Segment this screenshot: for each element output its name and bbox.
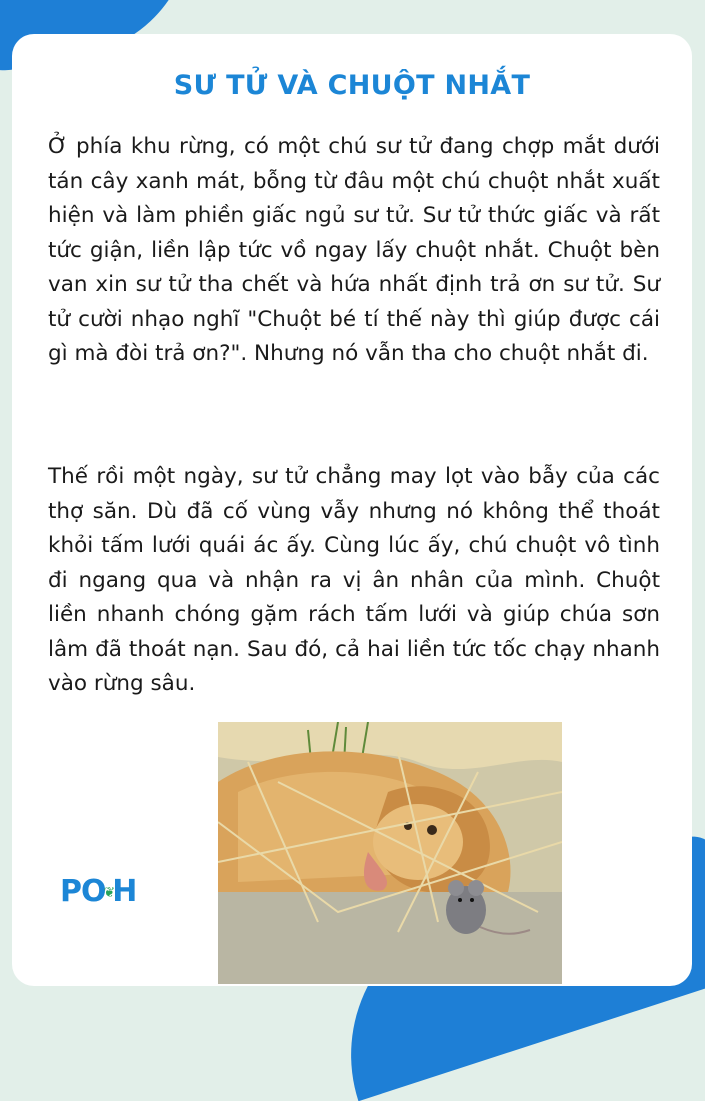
story-paragraph-2: Thế rồi một ngày, sư tử chẳng may lọt vào bẫy của các thợ săn. Dù đã cố vùng vẫy nhưng nó không thể thoát khỏi tấm lưới quái ác ấy. Cùng lúc ấy, chú chuột vô tình đi ngang qua và nhận ra vị ân nhân của mình. Chuột liền nhanh chóng gặm rách tấm lưới và giúp chúa sơn lâm đã thoát nạn. Sau đó, cả hai liền tức tốc chạy nhanh vào rừng sâu. [48,464,660,696]
logo-text-right: H [112,874,137,909]
story-card [12,34,692,986]
lion-mouse-illustration [218,722,562,984]
brand-logo [60,874,136,909]
logo-text-left: PO [60,874,106,909]
leaf-icon: ❦ [103,885,115,901]
story-paragraph-1: Ở phía khu rừng, có một chú sư tử đang chợp mắt dưới tán cây xanh mát, bỗng từ đâu một chú chuột nhắt xuất hiện và làm phiền giấc ngủ sư tử. Sư tử thức giấc và rất tức giận, liền lập tức vồ ngay lấy chuột nhắt. Chuột bèn van xin sư tử tha chết và hứa nhất định trả ơn sư tử. Sư tử cười nhạo nghĩ "Chuột bé tí thế này thì giúp được cái gì mà đòi trả ơn?". Nhưng nó vẫn tha cho chuột nhắt đi. [48,134,660,366]
story-title: SƯ TỬ VÀ CHUỘT NHẮT [173,70,531,101]
